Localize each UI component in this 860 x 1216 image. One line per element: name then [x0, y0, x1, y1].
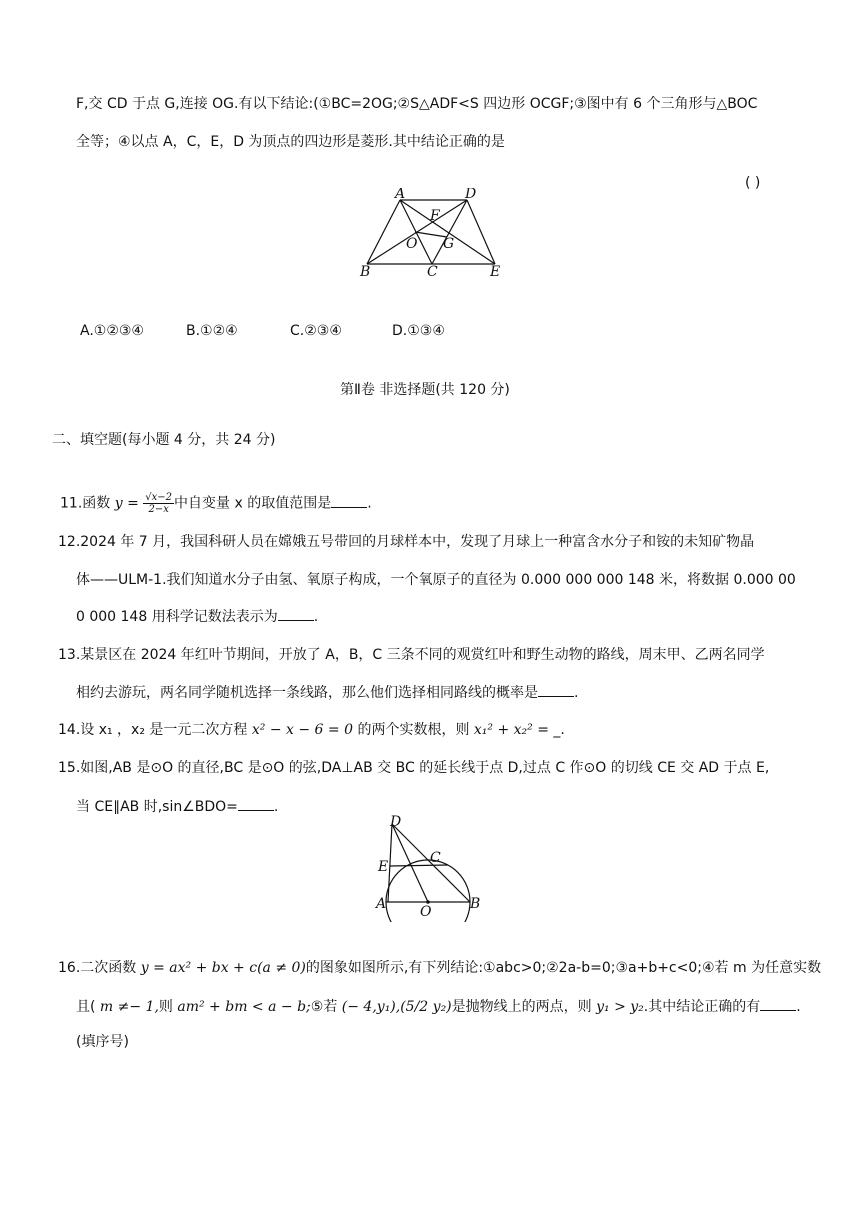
q15-circle-figure [370, 812, 490, 922]
q11-prefix: 11.函数 [60, 495, 115, 512]
q13-line1: 13.某景区在 2024 年红叶节期间，开放了 A，B，C 三条不同的观赏红叶和野生动物的路线，周末甲、乙两名同学 [58, 647, 765, 663]
q16-line3: (填序号) [76, 1034, 129, 1050]
q10-line2: 全等；④以点 A，C，E，D 为顶点的四边形是菱形.其中结论正确的是 [76, 134, 505, 150]
q15-label-B: B [470, 896, 481, 912]
q10-label-C: C [427, 264, 438, 278]
q15-answer-blank[interactable] [238, 796, 274, 811]
section2-title: 二、填空题(每小题 4 分，共 24 分) [52, 432, 276, 448]
q14: 14.设 x₁ ，x₂ 是一元二次方程 x² − x − 6 = 0 的两个实数根，则 x₁² + x₂² = _. [58, 722, 565, 738]
q10-label-E: E [490, 264, 501, 278]
q16-line2: 且( m ≠− 1,则 am² + bm < a − b;⑤若 (− 4,y₁),(5/2 y₂)是抛物线上的两点，则 y₁ > y₂.其中结论正确的有 . [76, 996, 801, 1017]
q15-label-O: O [420, 904, 432, 920]
q10-option-b: B.①②④ [186, 323, 238, 339]
q11-suffix: 中自变量 x 的取值范围是 [174, 495, 332, 512]
q14-expression: x₁² + x₂² = [473, 722, 549, 738]
q11-fraction: $\frac{√x-2}{2-x}$ [145, 492, 173, 515]
q15-label-C: C [430, 850, 441, 866]
q15-line2: 当 CE∥AB 时,sin∠BDO= . [76, 796, 278, 817]
q10-label-D: D [465, 188, 477, 202]
q16-equation: y = ax² + bx + c(a ≠ 0) [140, 960, 306, 976]
q10-answer-paren: ( ) [745, 175, 761, 191]
q11-answer-blank[interactable] [331, 493, 367, 508]
q16-line1: 16.二次函数 y = ax² + bx + c(a ≠ 0)的图象如图所示,有下列结论:①abc>0;②2a-b=0;③a+b+c<0;④若 m 为任意实数 [58, 960, 822, 976]
q13-answer-blank[interactable] [538, 682, 574, 697]
q10-option-d: D.①③④ [392, 323, 445, 339]
q10-geometry-figure [355, 188, 505, 278]
q10-label-A: A [395, 188, 406, 202]
q15-label-D: D [390, 814, 402, 830]
q15-line1: 15.如图,AB 是⊙O 的直径,BC 是⊙O 的弦,DA⊥AB 交 BC 的延长线于点 D,过点 C 作⊙O 的切线 CE 交 AD 于点 E, [58, 760, 770, 776]
q10-option-c: C.②③④ [290, 323, 342, 339]
q10-label-G: G [443, 236, 455, 252]
q14-answer-blank[interactable]: _. [548, 722, 565, 738]
q10-label-F: F [430, 208, 440, 224]
q10-line1: F,交 CD 于点 G,连接 OG.有以下结论:(①BC=2OG;②S△ADF<S 四边形 OCGF;③图中有 6 个三角形与△BOC [76, 96, 758, 112]
q13-line2: 相约去游玩，两名同学随机选择一条线路，那么他们选择相同路线的概率是 . [76, 682, 578, 703]
q10-option-a: A.①②③④ [80, 323, 144, 339]
q11-y-eq: y = [114, 495, 139, 512]
q12-line3: 0 000 148 用科学记数法表示为 . [76, 606, 318, 627]
q12-line2: 体——ULM-1.我们知道水分子由氢、氧原子构成，一个氧原子的直径为 0.000 000 000 148 米，将数据 0.000 00 [76, 572, 796, 588]
q10-label-O: O [406, 236, 418, 252]
q16-answer-blank[interactable] [760, 996, 796, 1011]
q10-label-B: B [360, 264, 371, 278]
q12-line1: 12.2024 年 7 月，我国科研人员在嫦娥五号带回的月球样本中，发现了月球上一种富含水分子和铵的未知矿物晶 [58, 534, 755, 550]
q15-label-A: A [376, 896, 387, 912]
part2-title: 第Ⅱ卷 非选择题(共 120 分) [340, 382, 510, 398]
q14-equation: x² − x − 6 = 0 [251, 722, 353, 738]
q12-answer-blank[interactable] [278, 606, 314, 621]
q15-label-E: E [378, 859, 389, 875]
q11: 11.函数 y = $\frac{√x-2}{2-x}$ 中自变量 x 的取值范围是 . [60, 492, 372, 515]
